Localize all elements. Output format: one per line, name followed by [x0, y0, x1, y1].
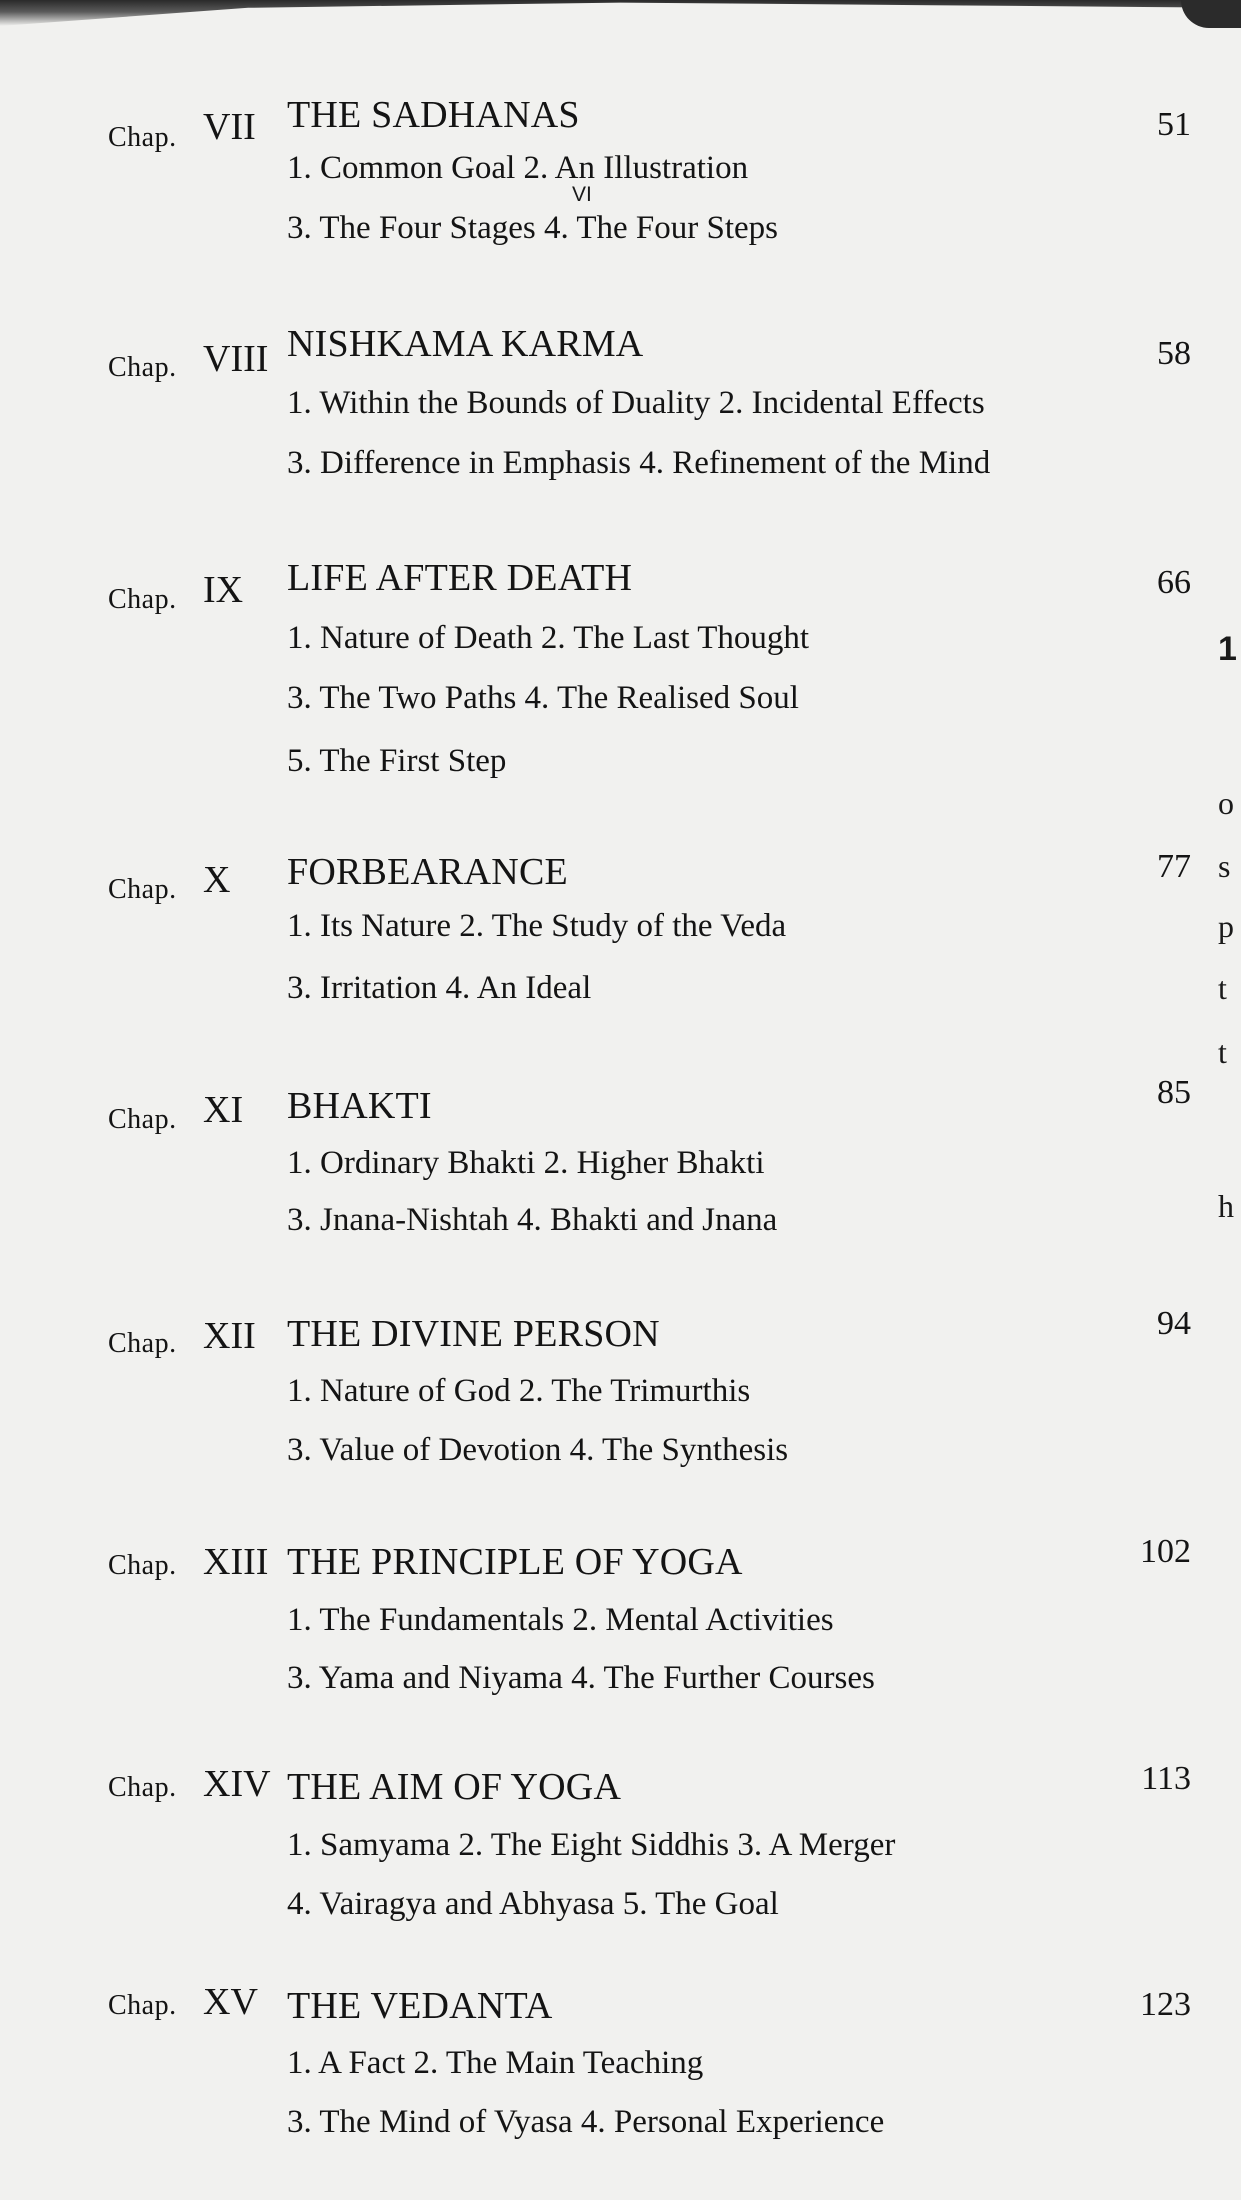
chapter-title: FORBEARANCE — [287, 851, 568, 893]
section-list-line: 1. Ordinary Bhakti 2. Higher Bhakti — [287, 1145, 765, 1181]
chapter-prefix: Chap. — [108, 352, 177, 383]
chapter-number: IX — [203, 569, 244, 611]
chapter-page-number: 113 — [1141, 1760, 1191, 1797]
section-list-line: 3. The Four Stages 4. The Four Steps — [287, 210, 779, 246]
chapter-title: THE VEDANTA — [287, 1985, 553, 2027]
section-list-line: 3. Irritation 4. An Ideal — [287, 970, 592, 1006]
chapter-title: THE AIM OF YOGA — [287, 1766, 622, 1808]
chapter-number: X — [203, 859, 231, 901]
chapter-prefix: Chap. — [108, 122, 177, 153]
chapter-prefix: Chap. — [108, 1104, 177, 1135]
chapter-title: THE PRINCIPLE OF YOGA — [287, 1541, 743, 1583]
chapter-page-number: 102 — [1140, 1533, 1191, 1570]
chapter-number: VIII — [203, 338, 269, 380]
facing-page-fragment: 1 — [1218, 630, 1237, 668]
chapter-title: LIFE AFTER DEATH — [287, 557, 633, 599]
section-list-line: 4. Vairagya and Abhyasa 5. The Goal — [287, 1886, 779, 1922]
section-list-line: 1. Common Goal 2. An Illustration — [287, 150, 749, 186]
chapter-title: THE SADHANAS — [287, 94, 580, 136]
section-list-line: 5. The First Step — [287, 743, 507, 779]
facing-page-fragment: o — [1218, 785, 1234, 821]
chapter-number: XIII — [203, 1541, 269, 1583]
chapter-page-number: 58 — [1157, 335, 1191, 372]
page-folio: VI — [572, 183, 592, 206]
facing-page-fragment: h — [1218, 1188, 1234, 1224]
section-list-line: 1. Within the Bounds of Duality 2. Incidental Effects — [287, 385, 985, 421]
chapter-prefix: Chap. — [108, 1328, 177, 1359]
chapter-title: NISHKAMA KARMA — [287, 323, 644, 365]
section-list-line: 1. Samyama 2. The Eight Siddhis 3. A Merger — [287, 1827, 896, 1863]
chapter-page-number: 77 — [1157, 848, 1191, 885]
section-list-line: 3. Jnana-Nishtah 4. Bhakti and Jnana — [287, 1202, 778, 1238]
chapter-page-number: 51 — [1157, 106, 1191, 143]
facing-page-fragment: s — [1218, 848, 1231, 884]
facing-page-fragment: t — [1218, 1034, 1227, 1070]
chapter-page-number: 85 — [1157, 1074, 1191, 1111]
facing-page-fragment: t — [1218, 970, 1227, 1006]
section-list-line: 3. The Two Paths 4. The Realised Soul — [287, 680, 799, 716]
chapter-number: XIV — [203, 1763, 271, 1805]
chapter-prefix: Chap. — [108, 1990, 177, 2021]
chapter-number: XII — [203, 1315, 256, 1357]
chapter-prefix: Chap. — [108, 584, 177, 615]
chapter-prefix: Chap. — [108, 874, 177, 905]
section-list-line: 3. The Mind of Vyasa 4. Personal Experience — [287, 2104, 885, 2140]
chapter-number: XI — [203, 1089, 244, 1131]
section-list-line: 1. Nature of Death 2. The Last Thought — [287, 620, 810, 656]
facing-page-fragment: p — [1218, 908, 1234, 944]
chapter-title: THE DIVINE PERSON — [287, 1313, 660, 1355]
section-list-line: 1. Nature of God 2. The Trimurthis — [287, 1373, 751, 1409]
section-list-line: 1. Its Nature 2. The Study of the Veda — [287, 908, 787, 944]
chapter-page-number: 66 — [1157, 564, 1191, 601]
chapter-prefix: Chap. — [108, 1772, 177, 1803]
chapter-title: BHAKTI — [287, 1085, 432, 1127]
section-list-line: 3. Value of Devotion 4. The Synthesis — [287, 1432, 789, 1468]
section-list-line: 1. The Fundamentals 2. Mental Activities — [287, 1602, 834, 1638]
chapter-prefix: Chap. — [108, 1550, 177, 1581]
chapter-page-number: 94 — [1157, 1305, 1191, 1342]
section-list-line: 3. Yama and Niyama 4. The Further Courses — [287, 1660, 875, 1696]
section-list-line: 3. Difference in Emphasis 4. Refinement of the Mind — [287, 445, 991, 481]
chapter-number: XV — [203, 1981, 258, 2023]
section-list-line: 1. A Fact 2. The Main Teaching — [287, 2045, 704, 2081]
chapter-number: VII — [203, 106, 256, 148]
chapter-page-number: 123 — [1140, 1986, 1191, 2023]
